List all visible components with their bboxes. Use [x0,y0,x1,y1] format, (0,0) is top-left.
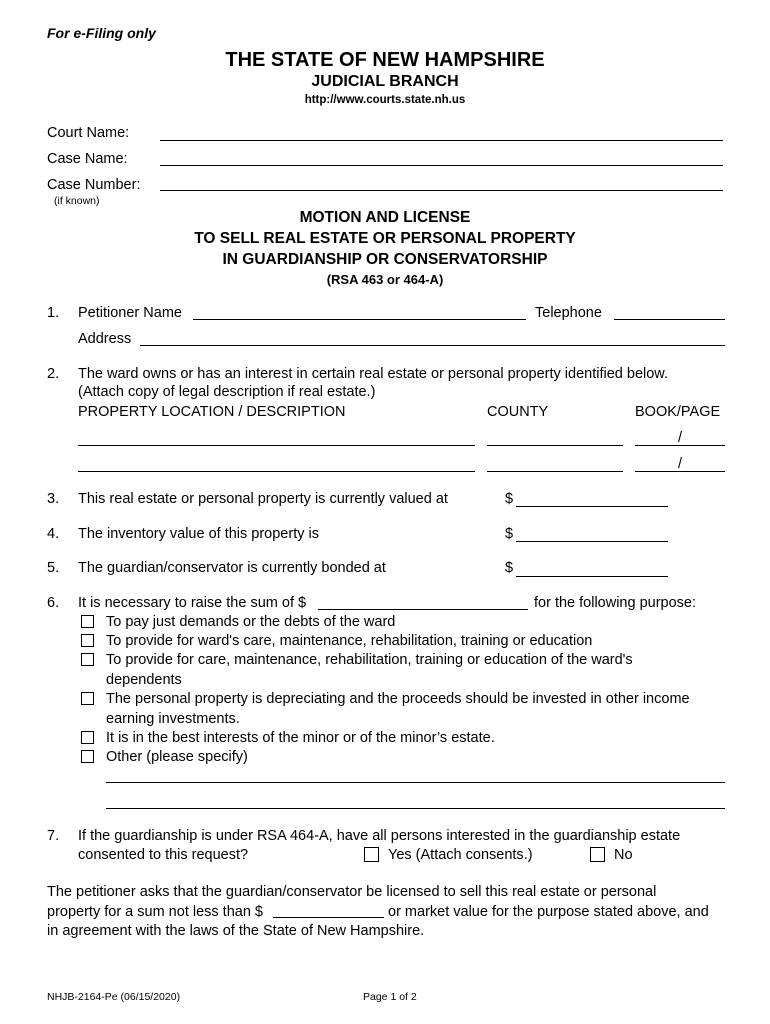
petitioner-name-field[interactable] [193,319,526,320]
consent-no-label: No [614,847,633,863]
purpose-label-ward-care: To provide for ward's care, maintenance, rehabilitation, training or education [106,633,593,649]
item5-dollar: $ [505,560,514,576]
consent-yes-checkbox[interactable] [364,847,379,862]
purpose-checkbox-other[interactable] [81,750,94,763]
col-bookpage-header: BOOK/PAGE [635,404,721,420]
col-county-header: COUNTY [487,404,549,420]
closing-line3: in agreement with the laws of the State of New Hampshire. [47,923,425,939]
purpose-checkbox-depreciating[interactable] [81,692,94,705]
page-number: Page 1 of 2 [363,991,417,1003]
item6-text-after: for the following purpose: [534,595,697,611]
address-field[interactable] [140,345,725,346]
branch-heading: JUDICIAL BRANCH [311,73,459,90]
county-field-2[interactable] [487,471,623,472]
consent-no-checkbox[interactable] [590,847,605,862]
item2-number: 2. [47,366,60,382]
item2-note: (Attach copy of legal description if real estate.) [78,384,376,400]
item4-dollar: $ [505,526,514,542]
item5-number: 5. [47,560,60,576]
sum-to-raise-field[interactable] [318,609,528,610]
court-name-label: Court Name: [47,125,130,141]
property-location-field-1[interactable] [78,445,475,446]
county-field-1[interactable] [487,445,623,446]
bookpage-slash-2: / [678,456,683,472]
court-url[interactable]: http://www.courts.state.nh.us [304,94,466,106]
form-title-line2: TO SELL REAL ESTATE OR PERSONAL PROPERTY [194,230,576,247]
efiling-notice: For e-Filing only [47,25,156,41]
purpose-label-dependents-care-cont: dependents [106,672,182,688]
item2-text: The ward owns or has an interest in certain real estate or personal property identified below. [78,366,668,382]
rsa-reference: (RSA 463 or 464-A) [326,272,444,287]
petitioner-name-label: Petitioner Name [78,305,182,321]
other-specify-field-1[interactable] [106,782,725,783]
case-name-label: Case Name: [47,151,128,167]
purpose-label-other: Other (please specify) [106,749,248,765]
telephone-field[interactable] [614,319,725,320]
closing-line2-start: property for a sum not less than $ [47,904,263,920]
case-number-label: Case Number: [47,177,141,193]
item5-text: The guardian/conservator is currently bonded at [78,560,386,576]
purpose-label-best-interest: It is in the best interests of the minor or of the minor’s estate. [106,730,495,746]
form-id: NHJB-2164-Pe (06/15/2020) [47,991,181,1003]
item3-text: This real estate or personal property is currently valued at [78,491,448,507]
item3-number: 3. [47,491,60,507]
purpose-checkbox-best-interest[interactable] [81,731,94,744]
item4-text: The inventory value of this property is [78,526,319,542]
purpose-label-debts: To pay just demands or the debts of the ward [106,614,396,630]
purpose-label-depreciating-cont: earning investments. [106,711,240,727]
closing-line1: The petitioner asks that the guardian/conservator be licensed to sell this real estate or personal [47,884,657,900]
item7-question: consented to this request? [78,847,249,863]
other-specify-field-2[interactable] [106,808,725,809]
item1-number: 1. [47,305,60,321]
consent-yes-label: Yes (Attach consents.) [388,847,533,863]
purpose-label-depreciating: The personal property is depreciating and the proceeds should be invested in other income [106,691,690,707]
case-number-field[interactable] [160,190,723,191]
current-value-field[interactable] [516,506,668,507]
state-heading: THE STATE OF NEW HAMPSHIRE [225,49,545,71]
case-name-field[interactable] [160,165,723,166]
col-location-header: PROPERTY LOCATION / DESCRIPTION [78,404,346,420]
if-known-note: (if known) [54,195,100,207]
telephone-label: Telephone [535,305,602,321]
item7-number: 7. [47,828,60,844]
purpose-checkbox-debts[interactable] [81,615,94,628]
address-label: Address [78,331,132,347]
bookpage-slash-1: / [678,430,683,446]
item6-number: 6. [47,595,60,611]
item7-text: If the guardianship is under RSA 464-A, have all persons interested in the guardianship estate [78,828,681,844]
form-title-line1: MOTION AND LICENSE [299,209,471,226]
purpose-label-dependents-care: To provide for care, maintenance, rehabilitation, training or education of the ward's [106,652,633,668]
closing-line2-end: or market value for the purpose stated above, and [388,904,709,920]
minimum-sum-field[interactable] [273,917,384,918]
item4-number: 4. [47,526,60,542]
inventory-value-field[interactable] [516,541,668,542]
item3-dollar: $ [505,491,514,507]
bond-amount-field[interactable] [516,576,668,577]
court-name-field[interactable] [160,140,723,141]
item6-text-before: It is necessary to raise the sum of $ [78,595,307,611]
purpose-checkbox-ward-care[interactable] [81,634,94,647]
property-location-field-2[interactable] [78,471,475,472]
form-title-line3: IN GUARDIANSHIP OR CONSERVATORSHIP [222,251,548,268]
purpose-checkbox-dependents-care[interactable] [81,653,94,666]
